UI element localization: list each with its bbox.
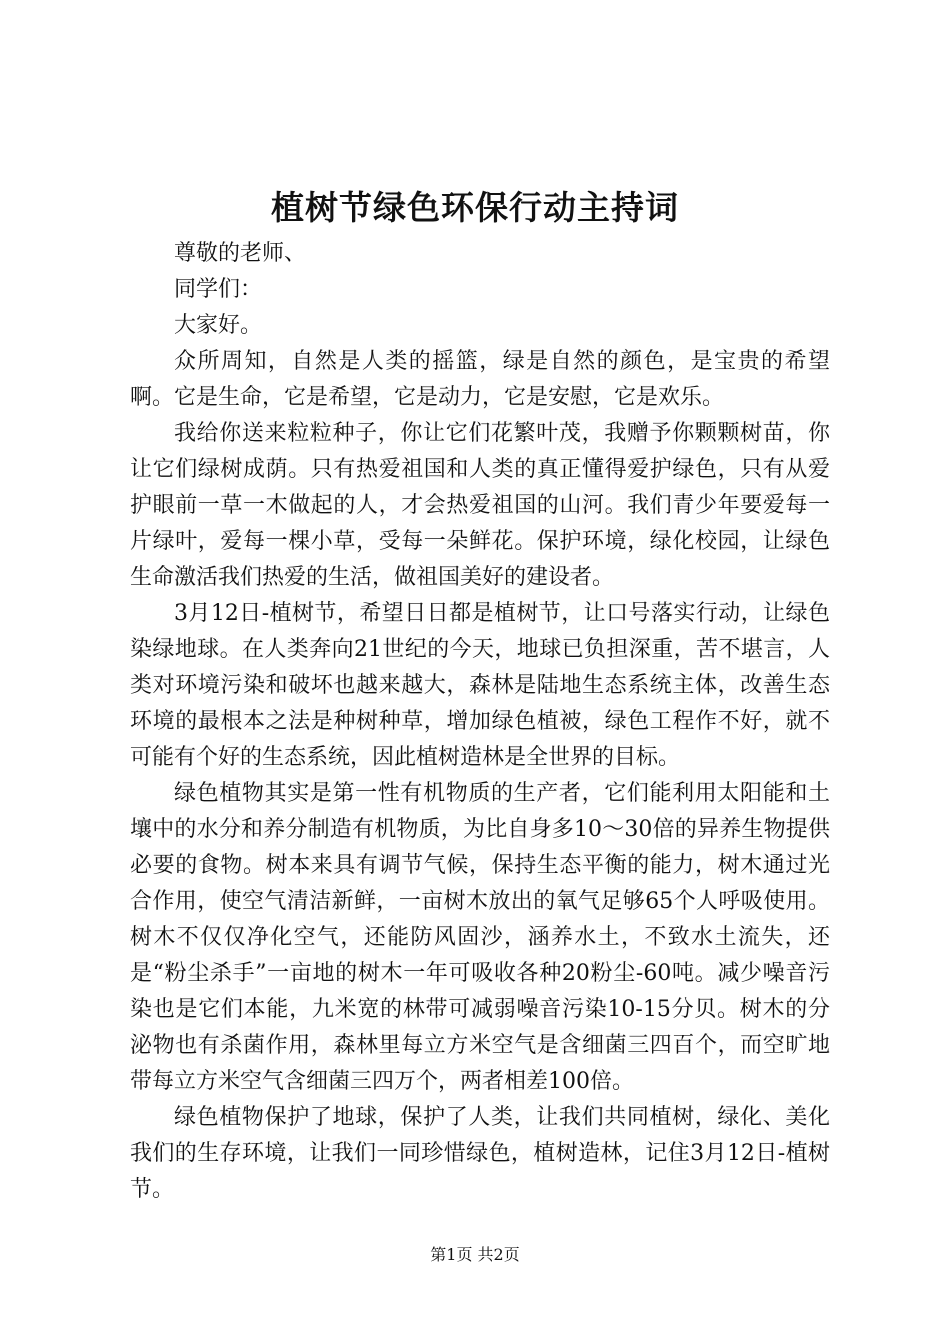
- greeting-line: 尊敬的老师、: [174, 241, 307, 266]
- page-footer: 第1页 共2页: [430, 1245, 520, 1264]
- body-paragraph: 我给你送来粒粒种子，你让它们花繁叶茂，我赠予你颗颗树苗，你让它们绿树成荫。只有热爱祖国和人类的真正懂得爱护绿色，只有从爱护眼前一草一木做起的人，才会热爱祖国的山河。我们青少年要爱每一片绿叶，爱每一棵小草，受每一朵鲜花。保护环境，绿化校园，让绿色生命激活我们热爱的生活，做祖国美好的建设者。: [130, 421, 830, 590]
- page-title: 植树节绿色环保行动主持词: [271, 188, 679, 227]
- document-body: [130, 236, 830, 1208]
- body-paragraph: 3月12日-植树节，希望日日都是植树节，让口号落实行动，让绿色染绿地球。在人类奔向21世纪的今天，地球已负担深重，苦不堪言，人类对环境污染和破坏也越来越大，森林是陆地生态系统主体，改善生态环境的最根本之法是种树种草，增加绿色植被，绿色工程作不好，就不可能有个好的生态系统，因此植树造林是全世界的目标。: [130, 601, 830, 770]
- greeting-line: 大家好。: [174, 313, 263, 338]
- body-paragraph: 绿色植物保护了地球，保护了人类，让我们共同植树，绿化、美化我们的生存环境，让我们一同珍惜绿色，植树造林，记住3月12日-植树节。: [130, 1105, 830, 1202]
- body-paragraph: 众所周知，自然是人类的摇篮，绿是自然的颜色，是宝贵的希望啊。它是生命，它是希望，它是动力，它是安慰，它是欢乐。: [130, 349, 830, 410]
- greeting-line: 同学们：: [174, 277, 263, 302]
- body-paragraph: 绿色植物其实是第一性有机物质的生产者，它们能利用太阳能和土壤中的水分和养分制造有机物质，为比自身多10～30倍的异养生物提供必要的食物。树本来具有调节气候，保持生态平衡的能力，树木通过光合作用，使空气清洁新鲜，一亩树木放出的氧气足够65个人呼吸使用。树木不仅仅净化空气，还能防风固沙，涵养水土，不致水土流失，还是“粉尘杀手”一亩地的树木一年可吸收各种20粉尘-60吨。减少噪音污染也是它们本能，九米宽的林带可减弱噪音污染10-15分贝。树木的分泌物也有杀菌作用，森林里每立方米空气是含细菌三四百个，而空旷地带每立方米空气含细菌三四万个，两者相差100倍。: [130, 781, 830, 1094]
